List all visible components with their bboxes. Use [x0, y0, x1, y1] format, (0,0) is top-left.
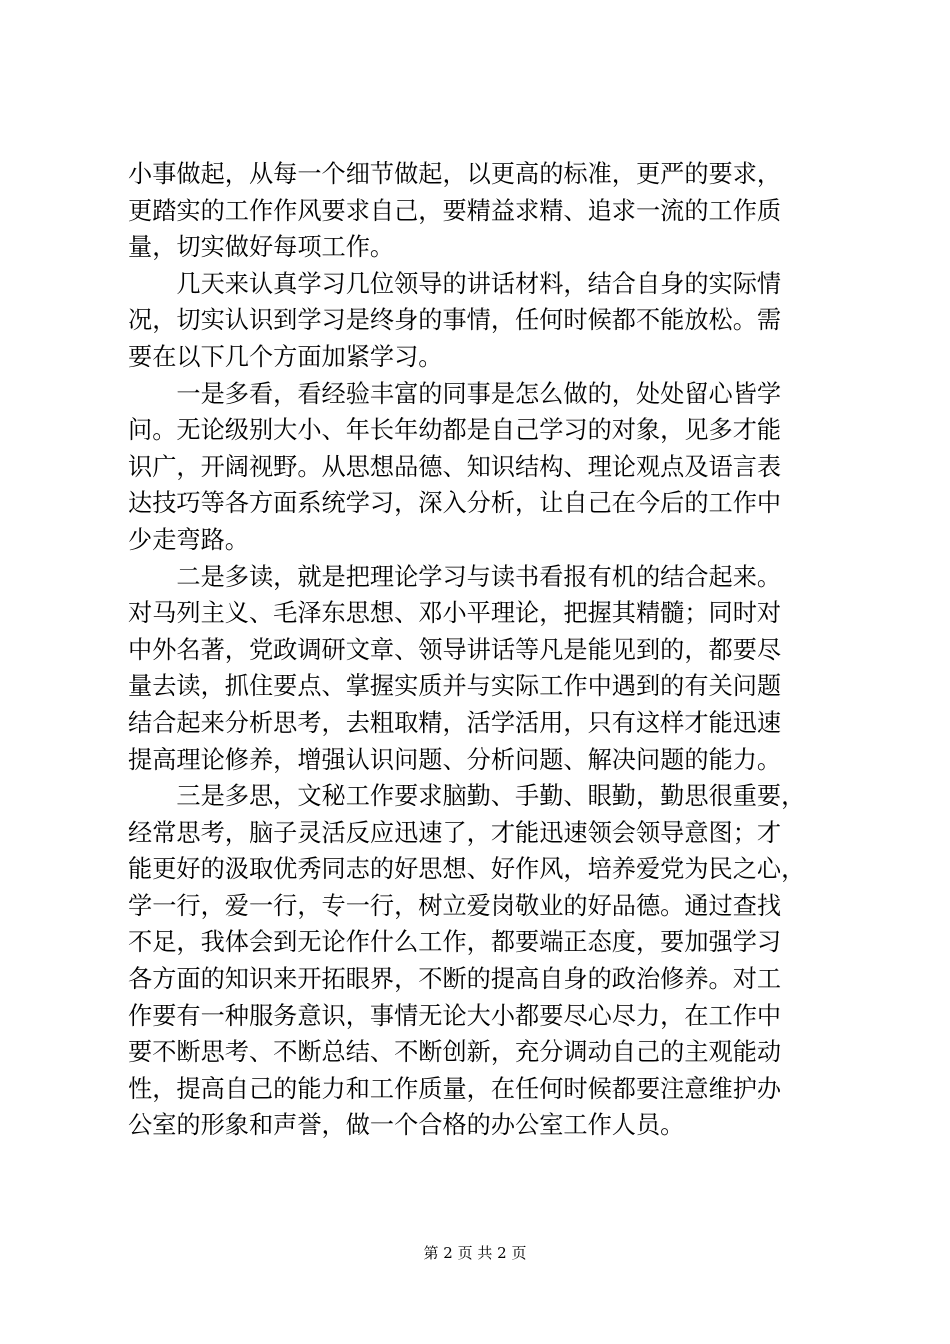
text-line: 几天来认真学习几位领导的讲话材料，结合自身的实际情	[128, 269, 782, 298]
text-line: 不足，我体会到无论作什么工作，都要端正态度，要加强学习	[128, 928, 782, 957]
text-line: 各方面的知识来开拓眼界，不断的提高自身的政治修养。对工	[128, 965, 782, 994]
text-line: 结合起来分析思考，去粗取精，活学活用，只有这样才能迅速	[128, 708, 782, 737]
text-line: 一是多看，看经验丰富的同事是怎么做的，处处留心皆学	[128, 379, 782, 408]
text-line: 识广，开阔视野。从思想品德、知识结构、理论观点及语言表	[128, 452, 782, 481]
text-line: 少走弯路。	[128, 525, 249, 554]
text-line: 二是多读，就是把理论学习与读书看报有机的结合起来。	[128, 562, 782, 591]
text-line: 中外名著，党政调研文章、领导讲话等凡是能见到的，都要尽	[128, 635, 782, 664]
text-line: 提高理论修养，增强认识问题、分析问题、解决问题的能力。	[128, 745, 782, 774]
text-line: 性，提高自己的能力和工作质量，在任何时候都要注意维护办	[128, 1074, 782, 1103]
text-line: 对马列主义、毛泽东思想、邓小平理论，把握其精髓；同时对	[128, 599, 782, 628]
body-text	[128, 156, 840, 1144]
text-line: 更踏实的工作作风要求自己，要精益求精、追求一流的工作质	[128, 196, 782, 225]
text-line: 问。无论级别大小、年长年幼都是自己学习的对象，见多才能	[128, 416, 782, 445]
text-line: 要不断思考、不断总结、不断创新，充分调动自己的主观能动	[128, 1038, 782, 1067]
text-line: 量，切实做好每项工作。	[128, 233, 395, 262]
text-line: 作要有一种服务意识，事情无论大小都要尽心尽力，在工作中	[128, 1001, 782, 1030]
text-line: 要在以下几个方面加紧学习。	[128, 342, 443, 371]
text-line: 经常思考，脑子灵活反应迅速了，才能迅速领会领导意图；才	[128, 818, 782, 847]
text-line: 达技巧等各方面系统学习，深入分析，让自己在今后的工作中	[128, 489, 782, 518]
page-number-footer: 第 2 页 共 2 页	[423, 1244, 527, 1262]
text-line: 能更好的汲取优秀同志的好思想、好作风，培养爱党为民之心，	[128, 855, 806, 884]
text-line: 量去读，抓住要点、掌握实质并与实际工作中遇到的有关问题	[128, 672, 782, 701]
text-line: 小事做起，从每一个细节做起，以更高的标准，更严的要求，	[128, 160, 782, 188]
text-line: 学一行，爱一行，专一行，树立爱岗敬业的好品德。通过查找	[128, 891, 782, 920]
text-line: 三是多思，文秘工作要求脑勤、手勤、眼勤，勤思很重要，	[128, 782, 806, 811]
text-line: 公室的形象和声誉，做一个合格的办公室工作人员。	[128, 1111, 685, 1140]
text-line: 况，切实认识到学习是终身的事情，任何时候都不能放松。需	[128, 306, 782, 335]
